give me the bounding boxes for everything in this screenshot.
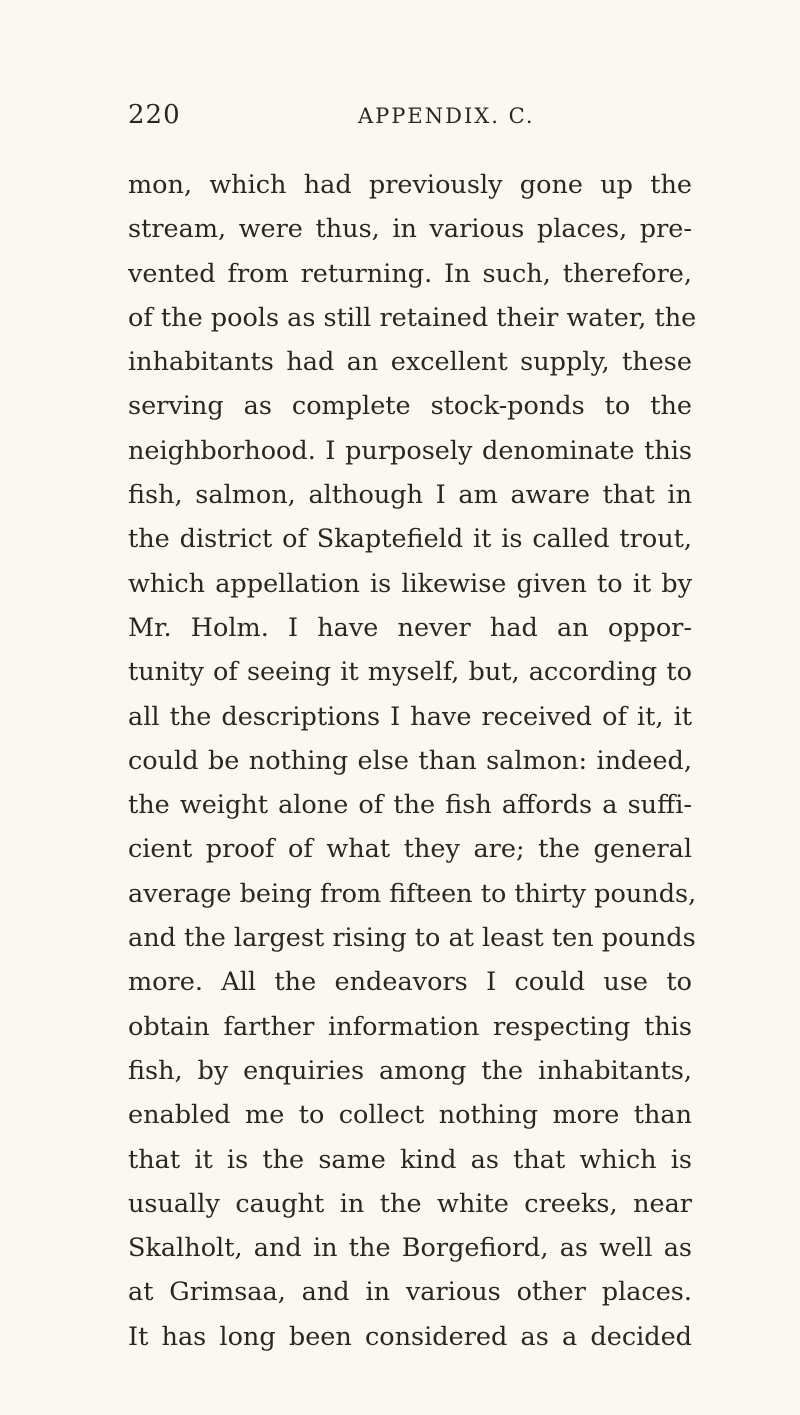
text-line: of the pools as still retained their water, the — [128, 302, 697, 333]
text-line: fish, by enquiries among the inhabitants, — [128, 1055, 692, 1086]
text-line: Mr. Holm. I have never had an oppor- — [128, 612, 692, 643]
text-line: usually caught in the white creeks, near — [128, 1188, 692, 1219]
text-line: Skalholt, and in the Borgefiord, as well as — [128, 1233, 692, 1264]
page-number: 220 — [128, 100, 181, 130]
running-head — [128, 100, 692, 140]
text-line: obtain farther information respecting this — [128, 1011, 692, 1042]
text-line: tunity of seeing it myself, but, according to — [128, 657, 692, 688]
text-line: could be nothing else than salmon: indeed, — [128, 745, 692, 776]
text-line: at Grimsaa, and in various other places. — [128, 1277, 692, 1308]
text-line: serving as complete stock-ponds to the — [128, 391, 692, 422]
text-line: fish, salmon, although I am aware that in — [128, 480, 692, 511]
text-line: It has long been considered as a decided — [128, 1321, 692, 1352]
text-line: more. All the endeavors I could use to — [128, 967, 692, 998]
running-title: APPENDIX. C. — [358, 104, 535, 128]
text-line: average being from fifteen to thirty pounds, — [128, 878, 697, 909]
text-line: that it is the same kind as that which is — [128, 1144, 692, 1175]
body-text — [128, 163, 697, 1359]
text-line: all the descriptions I have received of it, it — [128, 701, 692, 732]
text-line: the weight alone of the fish affords a suffi- — [128, 790, 692, 821]
text-line: vented from returning. In such, therefore, — [128, 258, 692, 289]
text-line: neighborhood. I purposely denominate this — [128, 435, 692, 466]
text-line: stream, were thus, in various places, pre- — [128, 214, 692, 245]
text-line: the district of Skaptefield it is called trout, — [128, 524, 692, 555]
text-line: inhabitants had an excellent supply, these — [128, 347, 692, 378]
text-line: cient proof of what they are; the general — [128, 834, 692, 865]
text-line: enabled me to collect nothing more than — [128, 1100, 692, 1131]
text-line: and the largest rising to at least ten pounds — [128, 923, 696, 954]
text-line: mon, which had previously gone up the — [128, 170, 692, 200]
text-line: which appellation is likewise given to it by — [128, 568, 692, 599]
